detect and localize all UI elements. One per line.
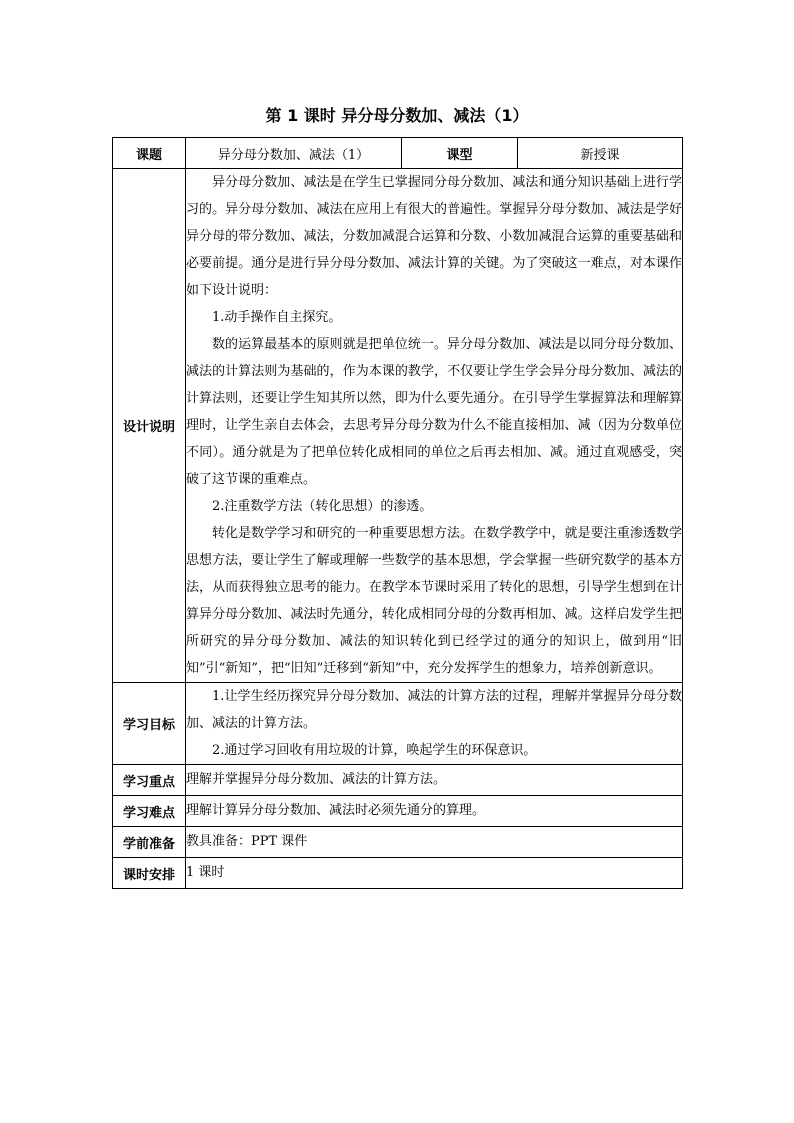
schedule-value: 1 课时: [186, 858, 683, 889]
topic-label: 课题: [113, 138, 186, 169]
schedule-row: [113, 858, 683, 889]
key-point-label: 学习重点: [113, 765, 186, 796]
schedule-label: 课时安排: [113, 858, 186, 889]
design-paragraph: 转化是数学学习和研究的一种重要思想方法。在数学教学中，就是要注重渗透数学思想方法，要让学生了解或理解一些数学的基本思想，学会掌握一些研究数学的基本方法，从而获得独立思考的能力。在教学本节课时采用了转化的思想，引导学生想到在计算异分母分数加、减法时先通分，转化成相同分母的分数再相加、减。这样启发学生把所研究的异分母分数加、减法的知识转化到已经学过的通分的知识上，做到用“旧知”引“新知”，把“旧知”迁移到“新知”中，充分发挥学生的想象力，培养创新意识。: [186, 526, 682, 676]
difficulty-value: 理解计算异分母分数加、减法时必须先通分的算理。: [186, 796, 683, 827]
page-title: 第 1 课时 异分母分数加、减法（1）: [265, 106, 529, 125]
design-paragraph: 1.动手操作自主探究。: [212, 310, 342, 325]
design-content: [186, 169, 683, 683]
key-point-row: [113, 765, 683, 796]
objectives-label: 学习目标: [113, 683, 186, 765]
key-point-value: 理解并掌握异分母分数加、减法的计算方法。: [186, 765, 683, 796]
difficulty-row: [113, 796, 683, 827]
preparation-row: [113, 827, 683, 858]
difficulty-label: 学习难点: [113, 796, 186, 827]
design-paragraph: 异分母分数加、减法是在学生已掌握同分母分数加、减法和通分知识基础上进行学习的。异分母分数加、减法在应用上有很大的普遍性。掌握异分母分数加、减法是学好异分母的带分数加、减法，分数加减混合运算和分数、小数加减混合运算的重要基础和必要前提。通分是进行异分母分数加、减法计算的关键。为了突破这一难点，对本课作如下设计说明：: [186, 175, 682, 298]
objective-paragraph: 2.通过学习回收有用垃圾的计算，唤起学生的环保意识。: [212, 743, 537, 758]
preparation-label: 学前准备: [113, 827, 186, 858]
objectives-row: [113, 683, 683, 765]
design-label: 设计说明: [113, 169, 186, 683]
lesson-plan-table: [112, 137, 683, 889]
preparation-value: 教具准备：PPT 课件: [186, 827, 683, 858]
design-paragraph: 2.注重数学方法（转化思想）的渗透。: [212, 499, 433, 514]
objective-paragraph: 1.让学生经历探究异分母分数加、减法的计算方法的过程，理解并掌握异分母分数加、减法的计算方法。: [186, 689, 682, 731]
type-label: 课型: [402, 138, 518, 169]
header-row: [113, 138, 683, 169]
design-row: [113, 169, 683, 683]
objectives-content: [186, 683, 683, 765]
type-value: 新授课: [518, 138, 683, 169]
topic-value: 异分母分数加、减法（1）: [186, 138, 402, 169]
design-paragraph: 数的运算最基本的原则就是把单位统一。异分母分数加、减法是以同分母分数加、减法的计算法则为基础的，作为本课的教学，不仅要让学生学会异分母分数加、减法的计算法则，还要让学生知其所以然，即为什么要先通分。在引导学生掌握算法和理解算理时，让学生亲自去体会，去思考异分母分数为什么不能直接相加、减（因为分数单位不同）。通分就是为了把单位转化成相同的单位之后再去相加、减。通过直观感受，突破了这节课的重难点。: [186, 337, 682, 487]
